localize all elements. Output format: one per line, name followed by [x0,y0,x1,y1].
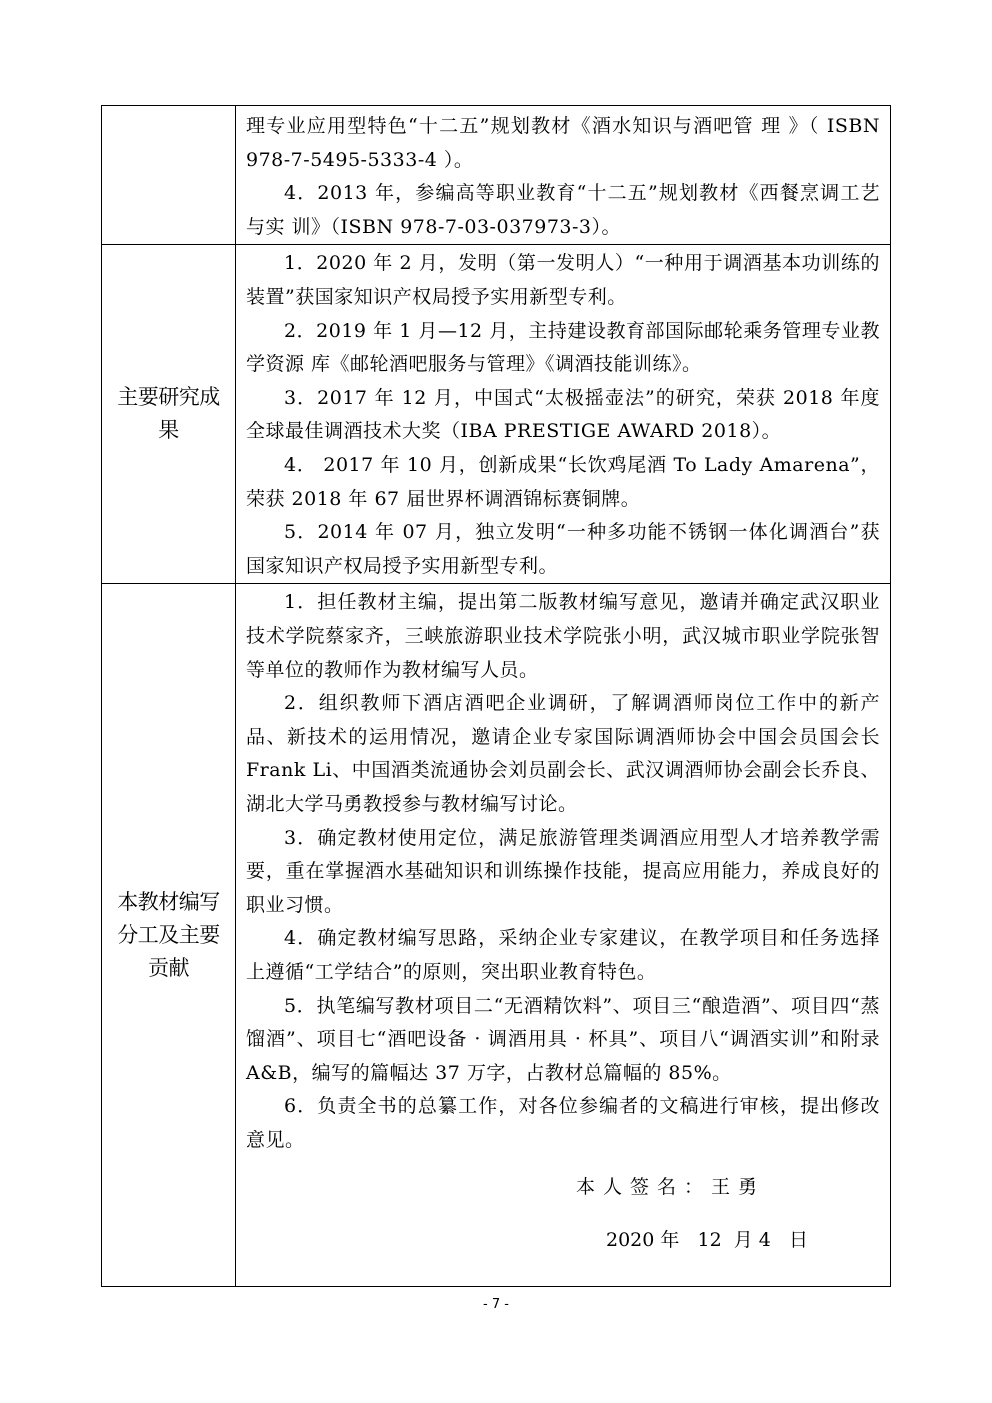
table-row-contributions [102,584,891,1287]
paragraph: 3．确定教材使用定位，满足旅游管理类调酒应用型人才培养教学需要，重在掌握酒水基础知识和训练操作技能，提高应用能力，养成良好的职业习惯。 [246,826,880,916]
row-label: 本教材编写分工及主要贡献 [117,889,220,980]
paragraph: 5．2014 年 07 月，独立发明“一种多功能不锈钢一体化调酒台”获国家知识产权局授予实用新型专利。 [246,521,880,577]
paragraph: 2．组织教师下酒店酒吧企业调研，了解调酒师岗位工作中的新产品、新技术的运用情况，邀请企业专家国际调酒师协会中国会员国会长 Frank Li、中国酒类流通协会刘员副会长、武汉调酒师协会副会长乔良、湖北大学马勇教授参与教材编写讨论。 [246,692,880,815]
date-line: 2020 年 12 月 4 日 [606,1229,809,1252]
row-content-cell [236,106,891,245]
paragraph: 6．负责全书的总纂工作，对各位参编者的文稿进行审核，提出修改意见。 [246,1095,880,1151]
paragraph: 1．担任教材主编，提出第二版教材编写意见，邀请并确定武汉职业技术学院蔡家齐，三峡旅游职业技术学院张小明，武汉城市职业学院张智等单位的教师作为教材编写人员。 [246,591,880,681]
paragraph: 5．执笔编写教材项目二“无酒精饮料”、项目三“酿造酒”、项目四“蒸馏酒”、项目七“酒吧设备 · 调酒用具 · 杯具”、项目八“调酒实训”和附录 A&B，编写的篇幅达 37 万字，占教材总篇幅的 85%。 [246,994,880,1084]
paragraph: 理专业应用型特色“十二五”规划教材《酒水知识与酒吧管 理 》（ ISBN 978-7-5495-5333-4 ）。 [246,115,880,171]
table-row-research-results [102,245,891,584]
row-content-cell [236,584,891,1287]
paragraph: 1．2020 年 2 月，发明（第一发明人）“一种用于调酒基本功训练的装置”获国家知识产权局授予实用新型专利。 [246,252,880,308]
paragraph: 3．2017 年 12 月，中国式“太极摇壶法”的研究，荣获 2018 年度全球最佳调酒技术大奖（IBA PRESTIGE AWARD 2018）。 [246,386,880,443]
info-table [101,105,891,1287]
paragraph: 4．2013 年，参编高等职业教育“十二五”规划教材《西餐烹调工艺与实 训》（ISBN 978-7-03-037973-3）。 [246,182,880,238]
paragraph: 4． 2017 年 10 月，创新成果“长饮鸡尾酒 To Lady Amarena”，荣获 2018 年 67 届世界杯调酒锦标赛铜牌。 [246,453,880,510]
row-label-cell [102,584,236,1287]
paragraph: 4．确定教材编写思路，采纳企业专家建议，在教学项目和任务选择上遵循“工学结合”的原则，突出职业教育特色。 [246,927,880,983]
signature-line: 本人签名：王勇 [576,1176,766,1199]
row-label: 主要研究成果 [117,385,220,443]
paragraph: 2．2019 年 1 月—12 月，主持建设教育部国际邮轮乘务管理专业教学资源 库《邮轮酒吧服务与管理》《调酒技能训练》。 [246,319,880,376]
row-label-cell [102,106,236,245]
table-row-textbooks [102,106,891,245]
row-content-cell [236,245,891,584]
page-number: - 7 - [483,1297,509,1312]
row-label-cell [102,245,236,584]
